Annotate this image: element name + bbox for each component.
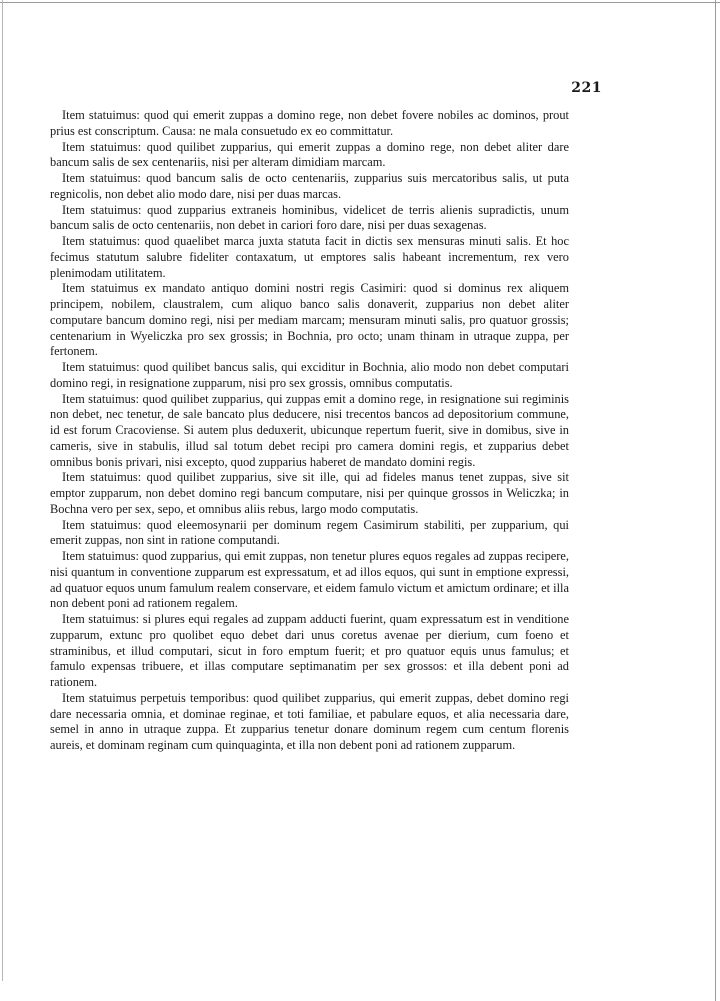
paragraph: Item statuimus: quod zupparius, qui emit zuppas, non tenetur plures equos regales ad zuppas recipere, nisi quantum in conventione zupparum est expressatum, et ad illos equos, qui sunt in emptione expressi, ad quatuor equos unum famulum realem conservare, et eidem famulo victum et amictum ordinare; et illa non debent poni ad rationem regalem. xyxy=(50,549,569,611)
paragraph: Item statuimus: quod quaelibet marca juxta statuta facit in dictis sex mensuras minuti salis. Et hoc fecimus statutum salubre fideliter contaxatum, ut emptores salis habeant incrementum, rex vero plenimodam utilitatem. xyxy=(50,234,569,280)
paragraph: Item statuimus: quod quilibet zupparius, qui zuppas emit a domino rege, in resignatione sui regiminis non debet, nec tenetur, de sale bancato plus deducere, nisi trecentos bancos ad depositorium commune, id est forum Cracoviense. Si autem plus deduxerit, ubicunque repertum fuerit, sive in domibus, sive in cameris, sive in stabulis, illud sal totum debet recipi pro camera domini regis, et zupparius debet omnibus bonis privari, nisi excepto, quod zupparius haberet de mandato domini regis. xyxy=(50,391,569,469)
paragraph: Item statuimus ex mandato antiquo domini nostri regis Casimiri: quod si dominus rex aliquem principem, nobilem, claustralem, cum aliquo banco salis donaverit, zupparius non debet aliter computare bancum domino regi, nisi per mediam marcam; mensuram minuti salis, pro quatuor grossis; centenarium in Wyeliczka pro sex grossis; in Bochnia, pro octo; unam thinam in utraque zuppa, per fertonem. xyxy=(50,281,569,359)
paragraph: Item statuimus: quod eleemosynarii per dominum regem Casimirum stabiliti, per zupparium, qui emerit zuppas, non sint in ratione computandi. xyxy=(50,517,569,548)
paragraph: Item statuimus: quod zupparius extraneis hominibus, videlicet de terris alienis supradictis, unum bancum salis de octo centenariis, non debet in cariori foro dare, nisi per duas sexagenas. xyxy=(50,202,569,233)
page-right-border xyxy=(715,0,716,1001)
paragraph: Item statuimus: quod bancum salis de octo centenariis, zupparius suis mercatoribus salis, ut puta regnicolis, non debet alio modo dare, nisi per duas marcas. xyxy=(50,171,569,201)
paragraph: Item statuimus: si plures equi regales ad zuppam adducti fuerint, quam expressatum est in venditione zupparum, extunc pro quolibet equo debet dari unus coretus avenae per dierium, cum foeno et straminibus, et illud computari, sicut in foro emptum fuerit; et pro quatuor equis unus famulus; et famulo expensas tribuere, et illas computare septimanatim per sex grossos: et illa debent poni ad rationem. xyxy=(50,612,569,689)
page-top-border xyxy=(0,2,720,3)
document-body xyxy=(50,108,569,754)
paragraph: Item statuimus: quod quilibet zupparius, sive sit ille, qui ad fideles manus tenet zuppas, sive sit emptor zupparum, non debet domino regi bancum computare, nisi per quinque grossos in Weliczka; in Bochna vero per sex, sepo, et omnibus aliis rebus, largo modo computatis. xyxy=(50,470,569,516)
paragraph: Item statuimus: quod qui emerit zuppas a domino rege, non debet fovere nobiles ac dominos, prout prius est conscriptum. Causa: ne mala consuetudo ex eo committatur. xyxy=(50,108,569,138)
paragraph: Item statuimus: quod quilibet bancus salis, qui exciditur in Bochnia, alio modo non debet computari domino regi, in resignatione zupparum, nisi pro sex grossis, omnibus computatis. xyxy=(50,360,569,390)
paragraph: Item statuimus: quod quilibet zupparius, qui emerit zuppas a domino rege, non debet aliter dare bancum salis de sex centenariis, nisi per alteram dimidiam marcam. xyxy=(50,139,569,170)
page-left-border xyxy=(2,0,3,981)
page-number: 221 xyxy=(571,80,602,96)
paragraph: Item statuimus perpetuis temporibus: quod quilibet zupparius, qui emerit zuppas, debet domino regi dare necessaria omnia, et dominae reginae, et toti familiae, et pabulare equos, et alia necessaria dare, semel in anno in utraque zuppa. Et zupparius tenetur donare dominum regem cum centum florenis aureis, et dominam reginam cum quinquaginta, et illa non debent poni ad rationem zupparum. xyxy=(50,690,569,752)
